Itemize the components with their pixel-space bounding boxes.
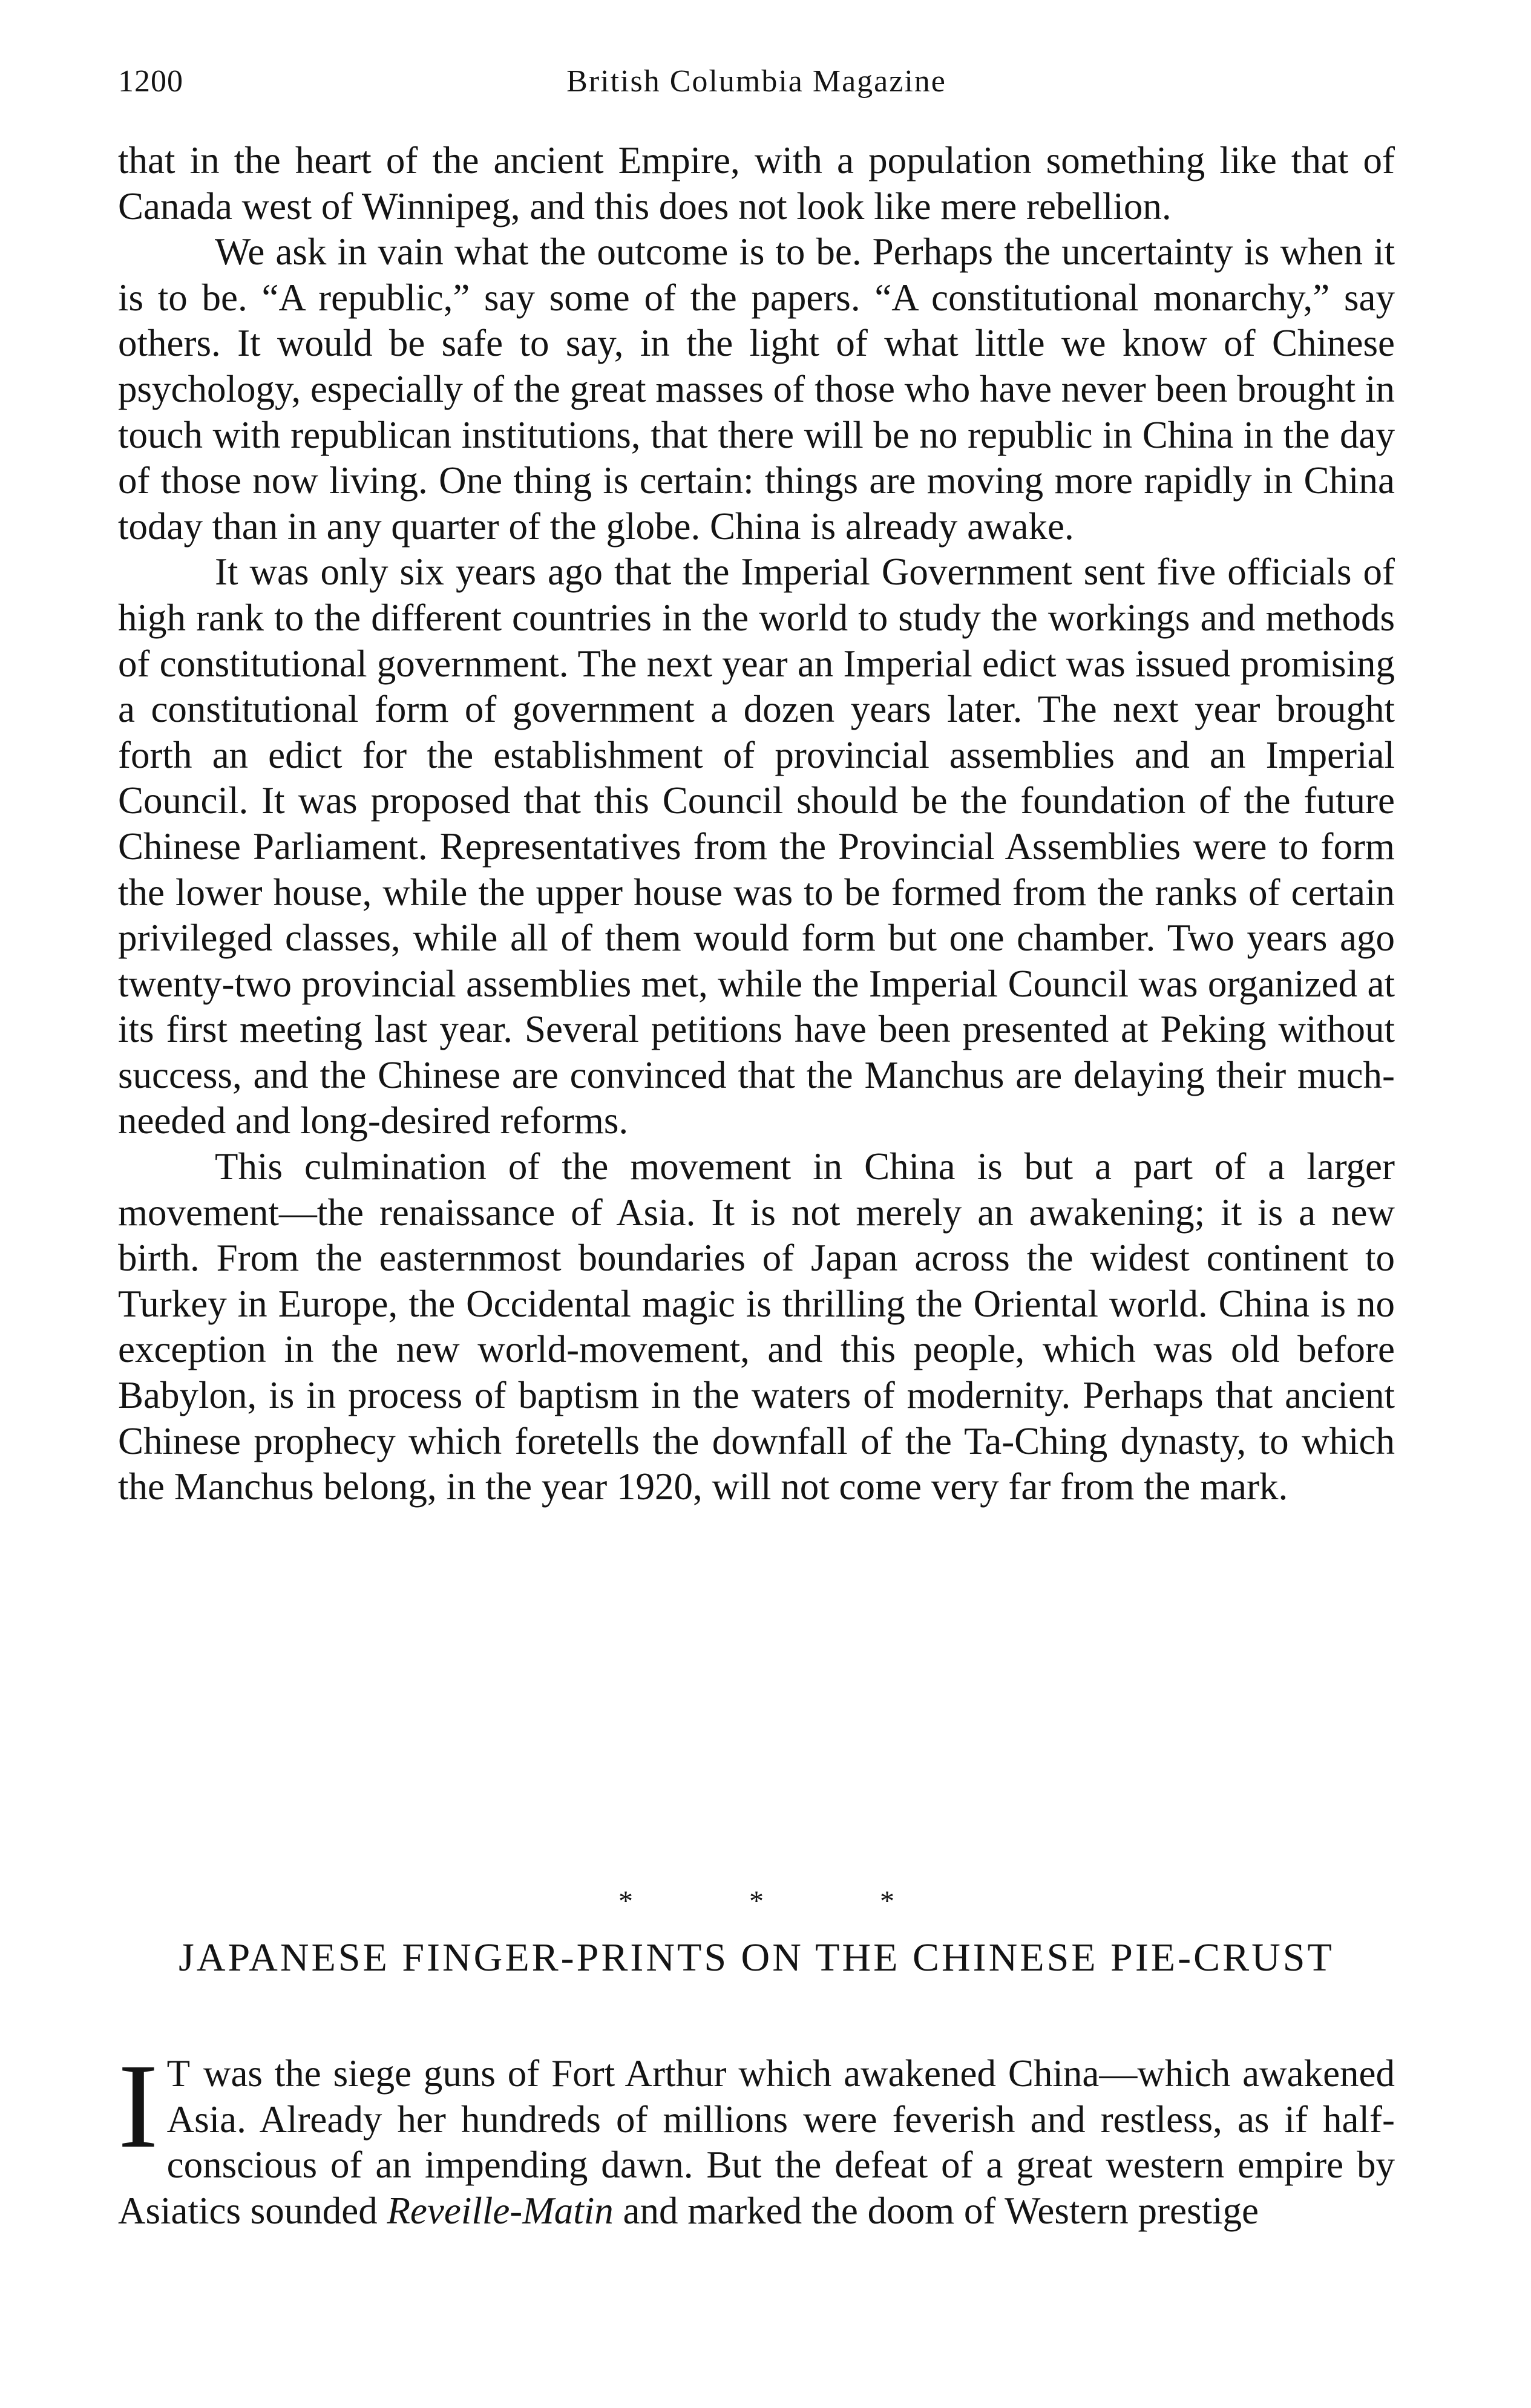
section-heading: JAPANESE FINGER-PRINTS ON THE CHINESE PIE-CRUST	[179, 1935, 1334, 1980]
article-body	[118, 138, 1395, 1510]
section-first-paragraph	[118, 2040, 1395, 2234]
running-head	[118, 64, 1395, 106]
section-separator: * * *	[618, 1885, 949, 1917]
paragraph-renaissance-of-asia: This culmination of the movement in China is but a part of a larger movement—the renaissance of Asia. It is not merely an awakening; it is a new birth. From the easternmost boundaries of Japan across the widest continent to Turkey in Europe, the Occidental magic is thrilling the Oriental world. China is no exception in the new world-movement, and this people, which was old before Babylon, is in process of baptism in the waters of modernity. Perhaps that ancient Chinese prophecy which foretells the downfall of the Ta-Ching dynasty, to which the Manchus belong, in the year 1920, will not come very far from the mark.	[118, 1145, 1395, 1508]
lead-letter: T	[166, 2052, 192, 2095]
section-body	[118, 2040, 1395, 2234]
italic-phrase: Reveille-Matin	[387, 2189, 614, 2232]
section-text-end: and marked the doom of Western prestige	[613, 2189, 1259, 2232]
paragraph-constitutional-history: It was only six years ago that the Imperial Government sent five officials of high rank to the different countries in the world to study the workings and methods of constitutional government. The next year an Imperial edict was issued promising a constitutional form of government a dozen years later. The next year brought forth an edict for the establishment of provincial assemblies and an Imperial Council. It was proposed that this Council should be the foundation of the future Chinese Parliament. Representatives from the Provincial Assemblies were to form the lower house, while the upper house was to be formed from the ranks of certain privileged classes, while all of them would form but one chamber. Two years ago twenty-two provincial assemblies met, while the Imperial Council was organized at its first meeting last year. Several petitions have been presented at Peking without success, and the Chinese are convinced that the Manchus are delaying their much-needed and long-desired reforms.	[118, 551, 1395, 1142]
section-text-start: was the siege guns of Fort Arthur which awakened China—which awakened Asia. Already her hundreds of millions were feverish and restless, as if half-conscious of an impending dawn. But the defeat of a great western empire by Asiatics sounded	[118, 2052, 1395, 2232]
journal-title: British Columbia Magazine	[566, 64, 946, 99]
page-number: 1200	[118, 64, 183, 99]
paragraph-continuation: that in the heart of the ancient Empire, with a population something like that of Canada west of Winnipeg, and this does not look like mere rebellion.	[118, 139, 1395, 227]
drop-cap: I	[118, 2040, 159, 2173]
paragraph-outcome: We ask in vain what the outcome is to be. Perhaps the uncertainty is when it is to be. “A republic,” say some of the papers. “A constitutional monarchy,” say others. It would be safe to say, in the light of what little we know of Chinese psychology, especially of the great masses of those who have never been brought in touch with republican institutions, that there will be no republic in China in the day of those now living. One thing is certain: things are moving more rapidly in China today than in any quarter of the globe. China is already awake.	[118, 231, 1395, 548]
